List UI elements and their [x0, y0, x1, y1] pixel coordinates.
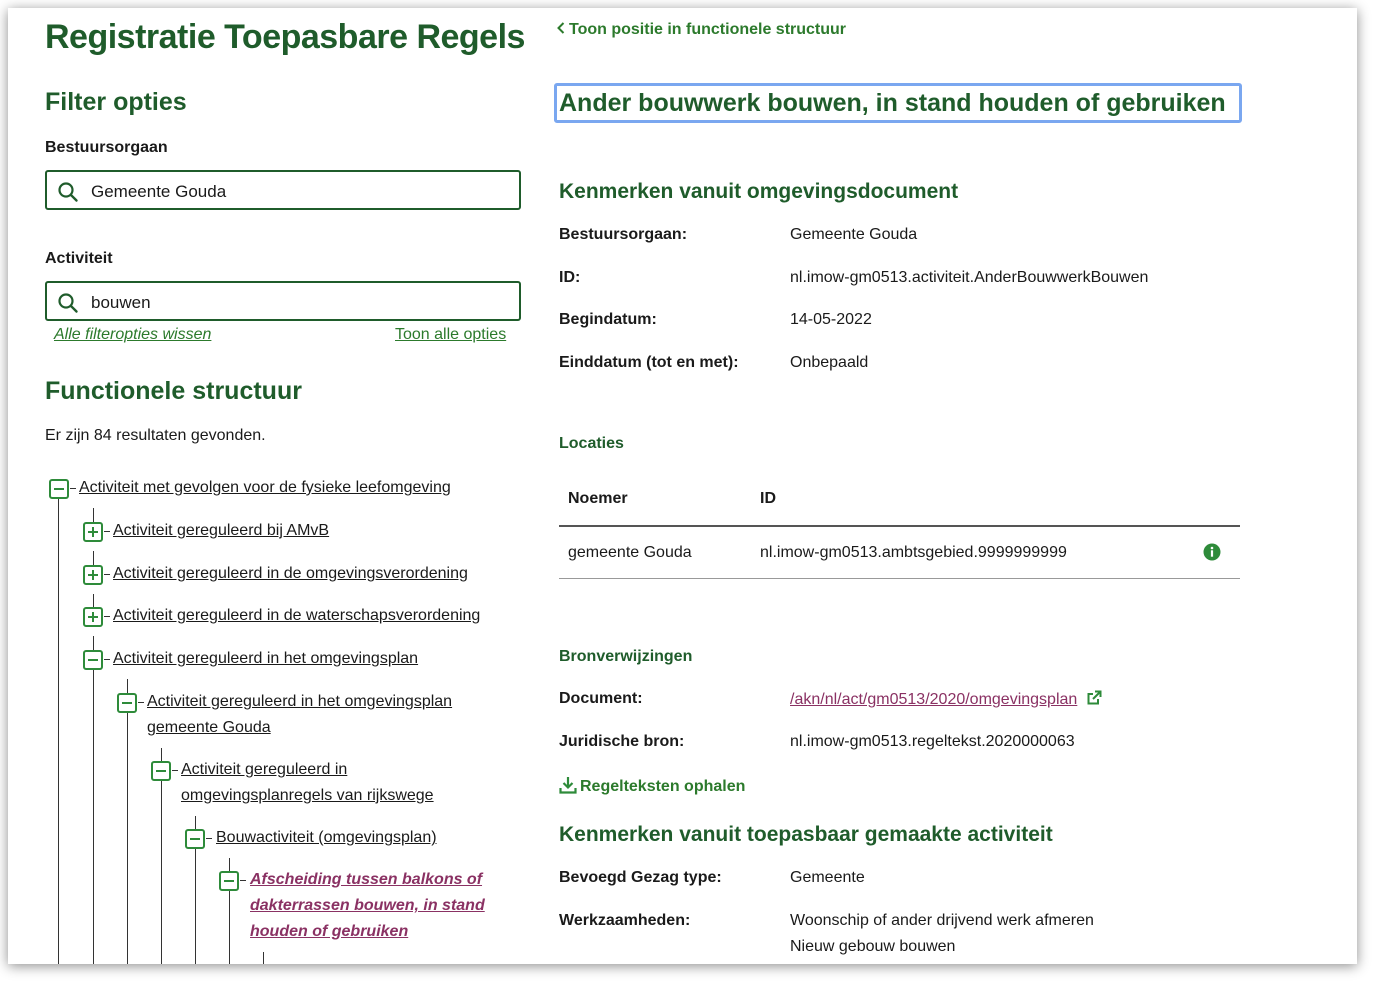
tree-item[interactable]: Activiteit gereguleerd in het omgevingsplan: [113, 650, 419, 667]
bevoegd-value: Gemeente: [790, 869, 865, 886]
tree-item[interactable]: Activiteit gereguleerd bij AMvB: [113, 522, 330, 539]
plus-icon: [85, 567, 101, 583]
tree-toggle-collapse[interactable]: [185, 829, 205, 849]
kenmerken-doc-title: Kenmerken vanuit omgevingsdocument: [559, 180, 959, 203]
kv-label: Einddatum (tot en met):: [559, 354, 739, 371]
col-header-noemer: Noemer: [568, 490, 628, 507]
download-icon: [559, 776, 577, 799]
plus-icon: [85, 524, 101, 540]
back-link[interactable]: [557, 21, 846, 39]
tree-item-line: omgevingsplanregels van rijkswege: [181, 787, 434, 804]
locatie-noemer: gemeente Gouda: [568, 544, 692, 561]
bron-title: Bronverwijzingen: [559, 648, 693, 665]
bestuursorgaan-input[interactable]: [45, 170, 521, 210]
bestuursorgaan-label: Bestuursorgaan: [45, 139, 168, 156]
col-header-id: ID: [760, 490, 776, 507]
minus-icon: [51, 481, 67, 497]
activiteit-label: Activiteit: [45, 250, 113, 267]
tree-item[interactable]: Activiteit met gevolgen voor de fysieke leefomgeving: [79, 479, 451, 496]
locatie-id: nl.imow-gm0513.ambtsgebied.9999999999: [760, 544, 1067, 561]
minus-icon: [85, 652, 101, 668]
bestuursorgaan-value: Gemeente Gouda: [91, 182, 227, 201]
clear-filters-link[interactable]: Alle filteropties wissen: [54, 326, 212, 343]
detail-title-box: [554, 83, 1242, 123]
minus-icon: [119, 695, 135, 711]
tree-item-line: houden of gebruiken: [250, 923, 409, 940]
tree-item[interactable]: Activiteit gereguleerd in de waterschapsverordening: [113, 607, 481, 624]
tree-toggle-expand[interactable]: [83, 522, 103, 542]
tree-toggle-collapse[interactable]: [83, 650, 103, 670]
kv-label: Begindatum:: [559, 311, 657, 328]
werkzaamheid: Nieuw gebouw bouwen: [790, 938, 956, 955]
activiteit-value: bouwen: [91, 293, 151, 312]
werkzaamheid: Woonschip of ander drijvend werk afmeren: [790, 912, 1094, 929]
search-icon: [57, 181, 79, 203]
document-link-text: /akn/nl/act/gm0513/2020/omgevingsplan: [790, 691, 1078, 708]
tree-item[interactable]: [181, 757, 434, 809]
chevron-left-icon: [557, 21, 565, 39]
werkzaamheden-label: Werkzaamheden:: [559, 912, 691, 929]
kv-label: ID:: [559, 269, 581, 286]
locaties-title: Locaties: [559, 435, 624, 452]
tree-item-line: Afscheiding tussen balkons of: [250, 871, 483, 888]
tree-item-selected[interactable]: [250, 867, 485, 945]
tree-item-line: Activiteit gereguleerd in: [181, 761, 348, 778]
result-count: Er zijn 84 resultaten gevonden.: [45, 427, 266, 444]
document-label: Document:: [559, 690, 643, 707]
tree-item[interactable]: Activiteit gereguleerd in de omgevingsverordening: [113, 565, 468, 582]
detail-title: Ander bouwwerk bouwen, in stand houden of gebruiken: [559, 89, 1226, 117]
minus-icon: [221, 873, 237, 889]
juridische-label: Juridische bron:: [559, 733, 685, 750]
kenmerken-act-title: Kenmerken vanuit toepasbaar gemaakte activiteit: [559, 823, 1053, 846]
tree-toggle-collapse[interactable]: [117, 693, 137, 713]
minus-icon: [187, 831, 203, 847]
tree-item-line: gemeente Gouda: [147, 719, 271, 736]
minus-icon: [153, 763, 169, 779]
show-all-options-link[interactable]: Toon alle opties: [395, 326, 507, 343]
juridische-value: nl.imow-gm0513.regeltekst.2020000063: [790, 733, 1075, 750]
kv-value: nl.imow-gm0513.activiteit.AnderBouwwerkBouwen: [790, 269, 1149, 286]
tree-toggle-collapse[interactable]: [151, 761, 171, 781]
tree-toggle-expand[interactable]: [83, 607, 103, 627]
external-link-icon: [1086, 690, 1102, 711]
kv-value: Onbepaald: [790, 354, 869, 371]
app-title: Registratie Toepasbare Regels: [45, 18, 525, 56]
info-icon[interactable]: [1203, 543, 1221, 566]
plus-icon: [85, 609, 101, 625]
download-regelteksten-link[interactable]: [559, 776, 745, 799]
tree-item-line: Activiteit gereguleerd in het omgevingsplan: [147, 693, 453, 710]
kv-value: Gemeente Gouda: [790, 226, 918, 243]
bevoegd-label: Bevoegd Gezag type:: [559, 869, 722, 886]
tree-item[interactable]: [147, 689, 452, 741]
activiteit-input[interactable]: [45, 281, 521, 321]
filter-title: Filter opties: [45, 88, 187, 116]
back-link-label: Toon positie in functionele structuur: [569, 21, 847, 38]
app-window: [8, 8, 1357, 964]
kv-value: 14-05-2022: [790, 311, 872, 328]
tree-toggle-collapse[interactable]: [219, 871, 239, 891]
structure-title: Functionele structuur: [45, 377, 302, 405]
search-icon: [57, 292, 79, 314]
document-link[interactable]: [790, 690, 1102, 711]
tree-item[interactable]: Bouwactiviteit (omgevingsplan): [216, 829, 437, 846]
download-label: Regelteksten ophalen: [580, 778, 746, 795]
tree-toggle-expand[interactable]: [83, 565, 103, 585]
tree-item-line: dakterrassen bouwen, in stand: [250, 897, 485, 914]
werkzaamheden-values: [790, 908, 1094, 960]
tree-toggle-collapse[interactable]: [49, 479, 69, 499]
kv-label: Bestuursorgaan:: [559, 226, 688, 243]
